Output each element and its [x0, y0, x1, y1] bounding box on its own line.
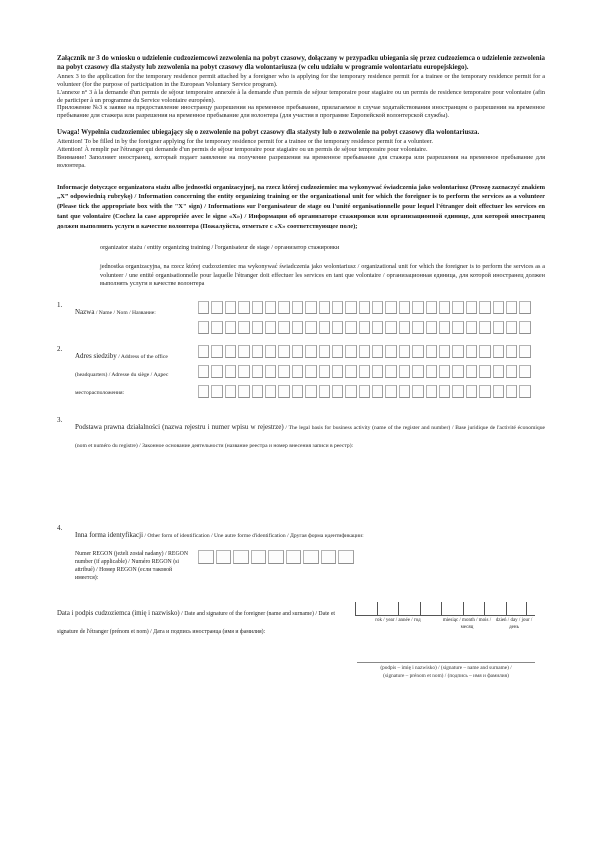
char-cell[interactable]	[372, 385, 383, 398]
char-cell[interactable]	[399, 345, 410, 358]
field-address	[57, 345, 545, 399]
char-cell[interactable]	[305, 301, 316, 314]
address-input-row-1[interactable]	[198, 345, 545, 358]
char-cell[interactable]	[452, 365, 463, 378]
char-cell[interactable]	[265, 385, 276, 398]
char-cell[interactable]	[399, 365, 410, 378]
char-cell[interactable]	[372, 345, 383, 358]
char-cell[interactable]	[216, 550, 232, 564]
char-cell[interactable]	[211, 301, 222, 314]
char-cell[interactable]	[319, 301, 330, 314]
char-cell[interactable]	[359, 321, 370, 334]
date-unit-year-label: rok / year / année / год	[375, 618, 421, 624]
char-cell[interactable]	[372, 301, 383, 314]
char-cell[interactable]	[238, 345, 249, 358]
char-cell[interactable]	[332, 365, 343, 378]
char-cell[interactable]	[321, 550, 337, 564]
char-cell[interactable]	[198, 321, 209, 334]
signature-caption-line-2: (signature – prénom et nom) / (подпись – имя и фамилия)	[383, 672, 509, 679]
attention-note-pl: Uwaga! Wypełnia cudzoziemiec ubiegający się o zezwolenie na pobyt czasowy dla stażysty lub o zezwolenie na pobyt czasowy dla wolontariusza.	[57, 129, 480, 137]
char-cell[interactable]	[359, 385, 370, 398]
char-cell[interactable]	[493, 301, 504, 314]
char-cell[interactable]	[265, 365, 276, 378]
char-cell[interactable]	[278, 385, 289, 398]
char-cell[interactable]	[211, 365, 222, 378]
char-cell[interactable]	[265, 321, 276, 334]
char-cell[interactable]	[519, 301, 530, 314]
char-cell[interactable]	[238, 365, 249, 378]
char-cell[interactable]	[452, 385, 463, 398]
char-cell[interactable]	[372, 365, 383, 378]
char-cell[interactable]	[439, 385, 450, 398]
char-cell[interactable]	[519, 345, 530, 358]
char-cell[interactable]	[345, 385, 356, 398]
header-title-ru: Приложение №3 к заявке на предоставление иностранцу разрешения на временное пребывание, прилагаемое в случае ходатайствования иностранцем о разрешении на временное пребывание для стажера или разрешения на временное пребывание для волонтера (для участия в программе Европейской волонтерской службы).	[57, 104, 545, 120]
char-cell[interactable]	[305, 365, 316, 378]
field-regon	[75, 550, 545, 582]
item-number: 4.	[57, 523, 63, 532]
char-cell[interactable]	[332, 345, 343, 358]
char-cell[interactable]	[305, 321, 316, 334]
field-name	[57, 301, 545, 334]
date-unit-day-label: dzień / day / jour / день	[495, 618, 533, 631]
char-cell[interactable]	[198, 301, 209, 314]
char-cell[interactable]	[345, 345, 356, 358]
char-cell[interactable]	[426, 385, 437, 398]
option-volunteer-unit[interactable]: jednostka organizacyjna, na rzecz której cudzoziemiec ma wykonywać świadczenia jako wolontariusz / organizational unit for which the foreigner is to perform the services as a volunteer / une entité organisationnelle pour laquelle l'étranger doit effectuer les services en tant que volontaire / организационная единица, для которой иностранец должен выполнять услуги в качестве волонтера	[100, 263, 545, 288]
char-cell[interactable]	[211, 385, 222, 398]
char-cell[interactable]	[292, 321, 303, 334]
char-cell[interactable]	[519, 365, 530, 378]
char-cell[interactable]	[305, 385, 316, 398]
regon-field-label: Numer REGON (jeżeli został nadany) / REGON number (if applicable) / Numéro REGON (si attribué) / Номер REGON (если таковой имеется):	[75, 550, 189, 582]
char-cell[interactable]	[292, 365, 303, 378]
field-legal-basis	[57, 416, 545, 452]
char-cell[interactable]	[252, 365, 263, 378]
char-cell[interactable]	[466, 345, 477, 358]
date-input-comb[interactable]	[355, 602, 535, 616]
item-number: 3.	[57, 415, 63, 424]
address-input-row-2[interactable]	[198, 365, 545, 378]
regon-input-row[interactable]	[198, 550, 354, 564]
char-cell[interactable]	[238, 385, 249, 398]
char-cell[interactable]	[338, 550, 354, 564]
char-cell[interactable]	[252, 301, 263, 314]
char-cell[interactable]	[305, 345, 316, 358]
char-cell[interactable]	[268, 550, 284, 564]
char-cell[interactable]	[345, 301, 356, 314]
char-cell[interactable]	[385, 345, 396, 358]
signature-line[interactable]	[357, 662, 535, 663]
char-cell[interactable]	[479, 365, 490, 378]
char-cell[interactable]	[225, 301, 236, 314]
item-number: 2.	[57, 344, 63, 353]
char-cell[interactable]	[439, 345, 450, 358]
char-cell[interactable]	[278, 345, 289, 358]
char-cell[interactable]	[286, 550, 302, 564]
char-cell[interactable]	[412, 345, 423, 358]
char-cell[interactable]	[452, 345, 463, 358]
char-cell[interactable]	[399, 321, 410, 334]
char-cell[interactable]	[238, 321, 249, 334]
address-input-row-3[interactable]	[198, 385, 545, 398]
char-cell[interactable]	[198, 365, 209, 378]
char-cell[interactable]	[252, 321, 263, 334]
char-cell[interactable]	[412, 321, 423, 334]
char-cell[interactable]	[412, 301, 423, 314]
char-cell[interactable]	[278, 365, 289, 378]
char-cell[interactable]	[506, 365, 517, 378]
char-cell[interactable]	[426, 321, 437, 334]
field-other-identification	[57, 524, 545, 542]
header-title-pl: Załącznik nr 3 do wniosku o udzielenie cudzoziemcowi zezwolenia na pobyt czasowy, dołączany w przypadku ubiegania się przez cudzoziemca o udzielenie zezwolenia na pobyt czasowy dla stażysty lub zezwolenia na pobyt czasowy dla wolontariusza (w celu udziału w programie wolontariatu europejskiego).	[57, 55, 545, 71]
char-cell[interactable]	[303, 550, 319, 564]
char-cell[interactable]	[332, 301, 343, 314]
char-cell[interactable]	[225, 365, 236, 378]
char-cell[interactable]	[252, 385, 263, 398]
legal-basis-write-in-area[interactable]	[57, 452, 545, 524]
char-cell[interactable]	[332, 385, 343, 398]
char-cell[interactable]	[252, 345, 263, 358]
char-cell[interactable]	[319, 365, 330, 378]
char-cell[interactable]	[439, 321, 450, 334]
attention-note-fr: Attention! À remplir par l'étranger qui demande d'un permis de séjour temporaire pour stagiaire ou un permis de séjour temporaire pour volontaire.	[57, 145, 428, 153]
char-cell[interactable]	[426, 365, 437, 378]
address-field-label: Adres siedziby / Address of the office (headquarters) / Adresse du siège / Адрес месторасположения:	[75, 351, 169, 396]
char-cell[interactable]	[506, 345, 517, 358]
char-cell[interactable]	[385, 321, 396, 334]
date-unit-month-label: miesiąc / month / mois / месяц	[442, 618, 492, 631]
char-cell[interactable]	[359, 345, 370, 358]
item-number: 1.	[57, 300, 63, 309]
other-id-field-label: Inna forma identyfikacji / Other form of identification / Une autre forme d'identification / Другая форма идентификации:	[75, 530, 364, 539]
signature-area	[357, 662, 535, 680]
char-cell[interactable]	[225, 321, 236, 334]
char-cell[interactable]	[385, 301, 396, 314]
char-cell[interactable]	[292, 385, 303, 398]
date-signature-label: Data i podpis cudzoziemca (imię i nazwisko) / Date and signature of the foreigner (name and surname) / Date et signature de l'étranger (prénom et nom) / Дата и подпись иностранца (имя и фамилия):	[57, 610, 336, 636]
char-cell[interactable]	[251, 550, 267, 564]
char-cell[interactable]	[345, 321, 356, 334]
char-cell[interactable]	[493, 365, 504, 378]
field-date-signature	[57, 602, 545, 638]
char-cell[interactable]	[319, 321, 330, 334]
name-input-row-1[interactable]	[198, 301, 545, 314]
char-cell[interactable]	[399, 301, 410, 314]
char-cell[interactable]	[479, 345, 490, 358]
char-cell[interactable]	[466, 301, 477, 314]
char-cell[interactable]	[506, 385, 517, 398]
char-cell[interactable]	[493, 385, 504, 398]
char-cell[interactable]	[198, 550, 214, 564]
char-cell[interactable]	[292, 345, 303, 358]
char-cell[interactable]	[452, 301, 463, 314]
char-cell[interactable]	[198, 345, 209, 358]
char-cell[interactable]	[265, 301, 276, 314]
char-cell[interactable]	[233, 550, 249, 564]
char-cell[interactable]	[225, 385, 236, 398]
char-cell[interactable]	[359, 365, 370, 378]
date-input	[355, 602, 535, 638]
organizer-info-heading: Informacje dotyczące organizatora stażu albo jednostki organizacyjnej, na rzecz której cudzoziemiec ma wykonywać świadczenia jako wolontariusz (Proszę zaznaczyć znakiem „X” odpowiednią rubrykę) / Information concerning the entity organizing training or the organizational unit for which the foreigner is to perform the services as a volunteer (Please tick the appropriate box with the "X" sign) / Informations sur l'organisateur de stage ou l'unité organisationnelle pour lequel l'étranger doit effectuer les services en tant que volontaire (Cochez la case appropriée avec le signe «X») / Информация об организаторе стажировки или организационной единице, для которой иностранец должен выполнить услуги в качестве волонтера (Пожалуйста, отметьте с «X» соответствующее поле);	[57, 183, 545, 230]
header-title-en: Annex 3 to the application for the temporary residence permit attached by a foreigner who is applying for the temporary residence permit for a trainee or the temporary residence permit for a volunteer (for the purpose of participation in the European Voluntary Service program).	[57, 72, 545, 88]
char-cell[interactable]	[452, 321, 463, 334]
char-cell[interactable]	[292, 301, 303, 314]
char-cell[interactable]	[278, 301, 289, 314]
char-cell[interactable]	[466, 321, 477, 334]
char-cell[interactable]	[466, 365, 477, 378]
char-cell[interactable]	[479, 321, 490, 334]
char-cell[interactable]	[426, 301, 437, 314]
char-cell[interactable]	[399, 385, 410, 398]
char-cell[interactable]	[238, 301, 249, 314]
legal-basis-field-label: Podstawa prawna działalności (nazwa rejestru i numer wpisu w rejestrze) / The legal basis for business activity (name of the register and number) / Base juridique de l'activité économique (nom et numéro du registre) / Законное основание деятельности (название реестра и номер внесения записи в реестр):	[75, 422, 545, 449]
char-cell[interactable]	[519, 385, 530, 398]
char-cell[interactable]	[372, 321, 383, 334]
char-cell[interactable]	[439, 365, 450, 378]
char-cell[interactable]	[466, 385, 477, 398]
name-field-label: Nazwa / Name / Nom / Название:	[75, 307, 156, 316]
char-cell[interactable]	[519, 321, 530, 334]
char-cell[interactable]	[412, 385, 423, 398]
char-cell[interactable]	[278, 321, 289, 334]
attention-note-ru: Внимание! Заполняет иностранец, который подает заявление на получение разрешения на временное пребывание для стажера или разрешения на временное пребывание для волонтера.	[57, 153, 545, 169]
char-cell[interactable]	[359, 301, 370, 314]
char-cell[interactable]	[493, 345, 504, 358]
char-cell[interactable]	[319, 345, 330, 358]
name-input-row-2[interactable]	[198, 321, 545, 334]
char-cell[interactable]	[198, 385, 209, 398]
char-cell[interactable]	[506, 301, 517, 314]
char-cell[interactable]	[493, 321, 504, 334]
char-cell[interactable]	[479, 385, 490, 398]
char-cell[interactable]	[412, 365, 423, 378]
char-cell[interactable]	[506, 321, 517, 334]
signature-caption-line-1: (podpis – imię i nazwisko) / (signature – name and surname) /	[380, 665, 512, 672]
attention-note-en: Attention! To be filled in by the foreigner applying for the temporary residence permit for a trainee or the temporary residence permit for a volunteer.	[57, 138, 433, 146]
header-title-fr: L'annexe n° 3 à la demande d'un permis de séjour temporaire annexée à la demande d'un permis de séjour temporaire pour stagiaire ou un permis de residence temporaire pour volontaire (afin de participer à un programme du Service volontaire européen).	[57, 88, 545, 104]
char-cell[interactable]	[385, 365, 396, 378]
option-training-organizer[interactable]: organizator stażu / entity organizing training / l'organisateur de stage / организатор стажировки	[100, 244, 340, 252]
char-cell[interactable]	[439, 301, 450, 314]
char-cell[interactable]	[211, 345, 222, 358]
char-cell[interactable]	[479, 301, 490, 314]
char-cell[interactable]	[426, 345, 437, 358]
char-cell[interactable]	[332, 321, 343, 334]
char-cell[interactable]	[211, 321, 222, 334]
char-cell[interactable]	[319, 385, 330, 398]
char-cell[interactable]	[265, 345, 276, 358]
char-cell[interactable]	[345, 365, 356, 378]
char-cell[interactable]	[225, 345, 236, 358]
char-cell[interactable]	[385, 385, 396, 398]
